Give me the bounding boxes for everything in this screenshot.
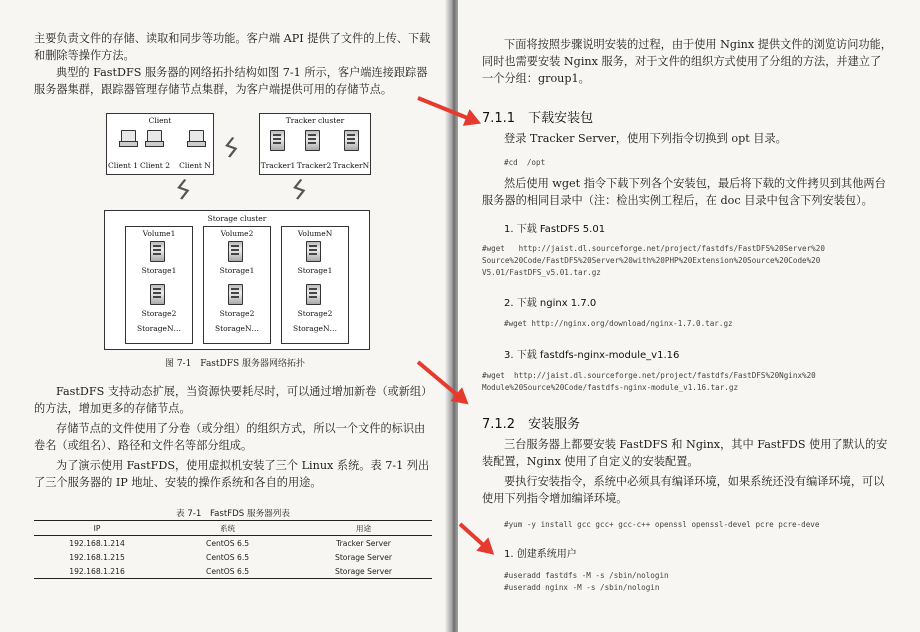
- table-row: [34, 536, 432, 551]
- server-icon: [305, 130, 321, 152]
- table-cell: 192.168.1.215: [69, 552, 125, 562]
- item-1-title: 1. 下载 FastDFS 5.01: [504, 224, 606, 235]
- code-yum: #yum -y install gcc gcc+ gcc-c++ openssl openssl-devel pcre pcre-deve: [504, 520, 820, 529]
- storage-label: StorageN…: [214, 324, 260, 333]
- table-header-row: [34, 521, 432, 536]
- s711-para-2: 然后使用 wget 指令下载下列各个安装包，最后将下载的文件拷贝到其他两台服务器的相同目录中（注：检出实例工程后，在 doc 目录中包含下列安装包）。: [482, 177, 886, 207]
- client-label: Client 2: [140, 161, 170, 170]
- code-wget-module: #wget http://jaist.dl.sourceforge.net/project/fastdfs/FastDFS%20Nginx%20 Module%20Source%20Code/fastdfs-nginx-module_v1.16.tar.gz: [482, 371, 816, 392]
- server-icon: [228, 284, 244, 306]
- computer-icon: [187, 130, 205, 146]
- connection-bolt-icon: ϟ: [217, 131, 244, 167]
- table-row: [34, 564, 432, 579]
- computer-icon: [145, 130, 163, 146]
- server-table: [34, 520, 432, 579]
- item-2-title: 2. 下载 nginx 1.7.0: [504, 298, 597, 309]
- table-cell: CentOS 6.5: [206, 538, 250, 548]
- table-header: IP: [34, 521, 160, 536]
- table-cell: Storage Server: [335, 552, 393, 562]
- s711-para-1: 登录 Tracker Server，使用下列指令切换到 opt 目录。: [504, 132, 787, 145]
- server-icon: [270, 130, 286, 152]
- storage-title: Storage cluster: [207, 214, 267, 223]
- client-label: Client N: [179, 161, 211, 170]
- storage-label: StorageN…: [136, 324, 182, 333]
- left-para-1: 主要负责文件的存储、读取和同步等功能。客户端 API 提供了文件的上传、下载和删除等操作方法。: [34, 32, 431, 62]
- storage-label: StorageN…: [292, 324, 338, 333]
- server-icon: [306, 241, 322, 263]
- left-page: [0, 0, 448, 632]
- volume-box: [203, 226, 271, 344]
- code-cd: #cd /opt: [504, 158, 546, 167]
- section-7-1-1-title: 7.1.1 下载安装包: [482, 111, 594, 126]
- item-3-title: 3. 下载 fastdfs-nginx-module_v1.16: [504, 350, 680, 361]
- volume-title: Volume1: [142, 229, 176, 238]
- code-wget-fastdfs: #wget http://jaist.dl.sourceforge.net/project/fastdfs/FastDFS%20Server%20 Source%20Code/FastDFS%20Server%20with%20PHP%20Extension%20Source%20Code%20 V5.01/FastDFS_v5.01.tar.gz: [482, 244, 825, 277]
- right-intro: 下面将按照步骤说明安装的过程，由于使用 Nginx 提供文件的浏览访问功能，同时也需要安装 Nginx 服务，对于文件的组织方式使用了分组的方法，并建立了一个分组：group1。: [482, 38, 892, 85]
- table-cell: 192.168.1.216: [34, 564, 160, 579]
- tracker-label: Tracker2: [296, 161, 332, 170]
- table-cell: CentOS 6.5: [206, 552, 250, 562]
- left-para-3: FastDFS 支持动态扩展，当资源快要耗尽时，可以通过增加新卷（或新组）的方法，增加更多的存储节点。: [34, 385, 427, 415]
- storage-label: Storage2: [141, 309, 177, 318]
- left-para-2: 典型的 FastDFS 服务器的网络拓扑结构如图 7-1 所示，客户端连接跟踪器服务器集群，跟踪器管理存储节点集群，为客户端提供可用的存储节点。: [34, 66, 428, 96]
- table-cell: Tracker Server: [336, 538, 391, 548]
- volume-title: Volume2: [220, 229, 254, 238]
- table-cell: 192.168.1.214: [69, 538, 125, 548]
- server-icon: [150, 241, 166, 263]
- section-7-1-2-title: 7.1.2 安装服务: [482, 417, 581, 432]
- client-label: Client 1: [108, 161, 138, 170]
- client-box: [106, 113, 214, 175]
- table-cell: CentOS 6.5: [160, 564, 295, 579]
- tracker-label: Tracker1: [260, 161, 296, 170]
- storage-label: Storage2: [219, 309, 255, 318]
- table-row: [34, 550, 432, 564]
- code-useradd: #useradd fastdfs -M -s /sbin/nologin #useradd nginx -M -s /sbin/nologin: [504, 571, 669, 592]
- server-icon: [306, 284, 322, 306]
- left-para-4: 存储节点的文件使用了分卷（或分组）的组织方式，所以一个文件的标识由卷名（或组名）、路径和文件名等部分组成。: [34, 422, 426, 452]
- left-para-5: 为了演示使用 FastFDS，使用虚拟机安装了三个 Linux 系统。表 7-1 列出了三个服务器的 IP 地址、安装的操作系统和各自的用途。: [34, 459, 430, 489]
- figure-caption: 图 7-1 FastDFS 服务器网络拓扑: [164, 359, 306, 369]
- connection-bolt-icon: ϟ: [169, 173, 196, 209]
- table-title: 表 7-1 FastFDS 服务器列表: [176, 509, 290, 519]
- tracker-box: [259, 113, 371, 175]
- connection-bolt-icon: ϟ: [285, 173, 312, 209]
- storage-cluster-box: [104, 210, 370, 350]
- right-page: [458, 0, 920, 632]
- tracker-title: Tracker cluster: [285, 116, 345, 125]
- volume-title: VolumeN: [297, 229, 333, 238]
- storage-label: Storage1: [219, 266, 255, 275]
- storage-label: Storage1: [141, 266, 177, 275]
- item-user-title: 1. 创建系统用户: [504, 549, 577, 560]
- client-title: Client: [148, 116, 172, 125]
- computer-icon: [119, 130, 137, 146]
- table-header: 用途: [295, 521, 432, 536]
- code-wget-nginx: #wget http://nginx.org/download/nginx-1.7.0.tar.gz: [504, 319, 733, 328]
- table-cell: Storage Server: [295, 564, 432, 579]
- storage-label: Storage2: [297, 309, 333, 318]
- s712-para-2: 要执行安装指令，系统中必须具有编译环境，如果系统还没有编译环境，可以使用下列指令增加编译环境。: [482, 475, 885, 505]
- s712-para-1: 三台服务器上都要安装 FastDFS 和 Nginx，其中 FastFDS 使用了默认的安装配置，Nginx 使用了自定义的安装配置。: [482, 438, 888, 468]
- volume-box: [281, 226, 349, 344]
- tracker-label: TrackerN: [332, 161, 370, 170]
- volume-box: [125, 226, 193, 344]
- table-header: 系统: [160, 521, 295, 536]
- storage-label: Storage1: [297, 266, 333, 275]
- server-icon: [228, 241, 244, 263]
- server-icon: [344, 130, 360, 152]
- server-icon: [150, 284, 166, 306]
